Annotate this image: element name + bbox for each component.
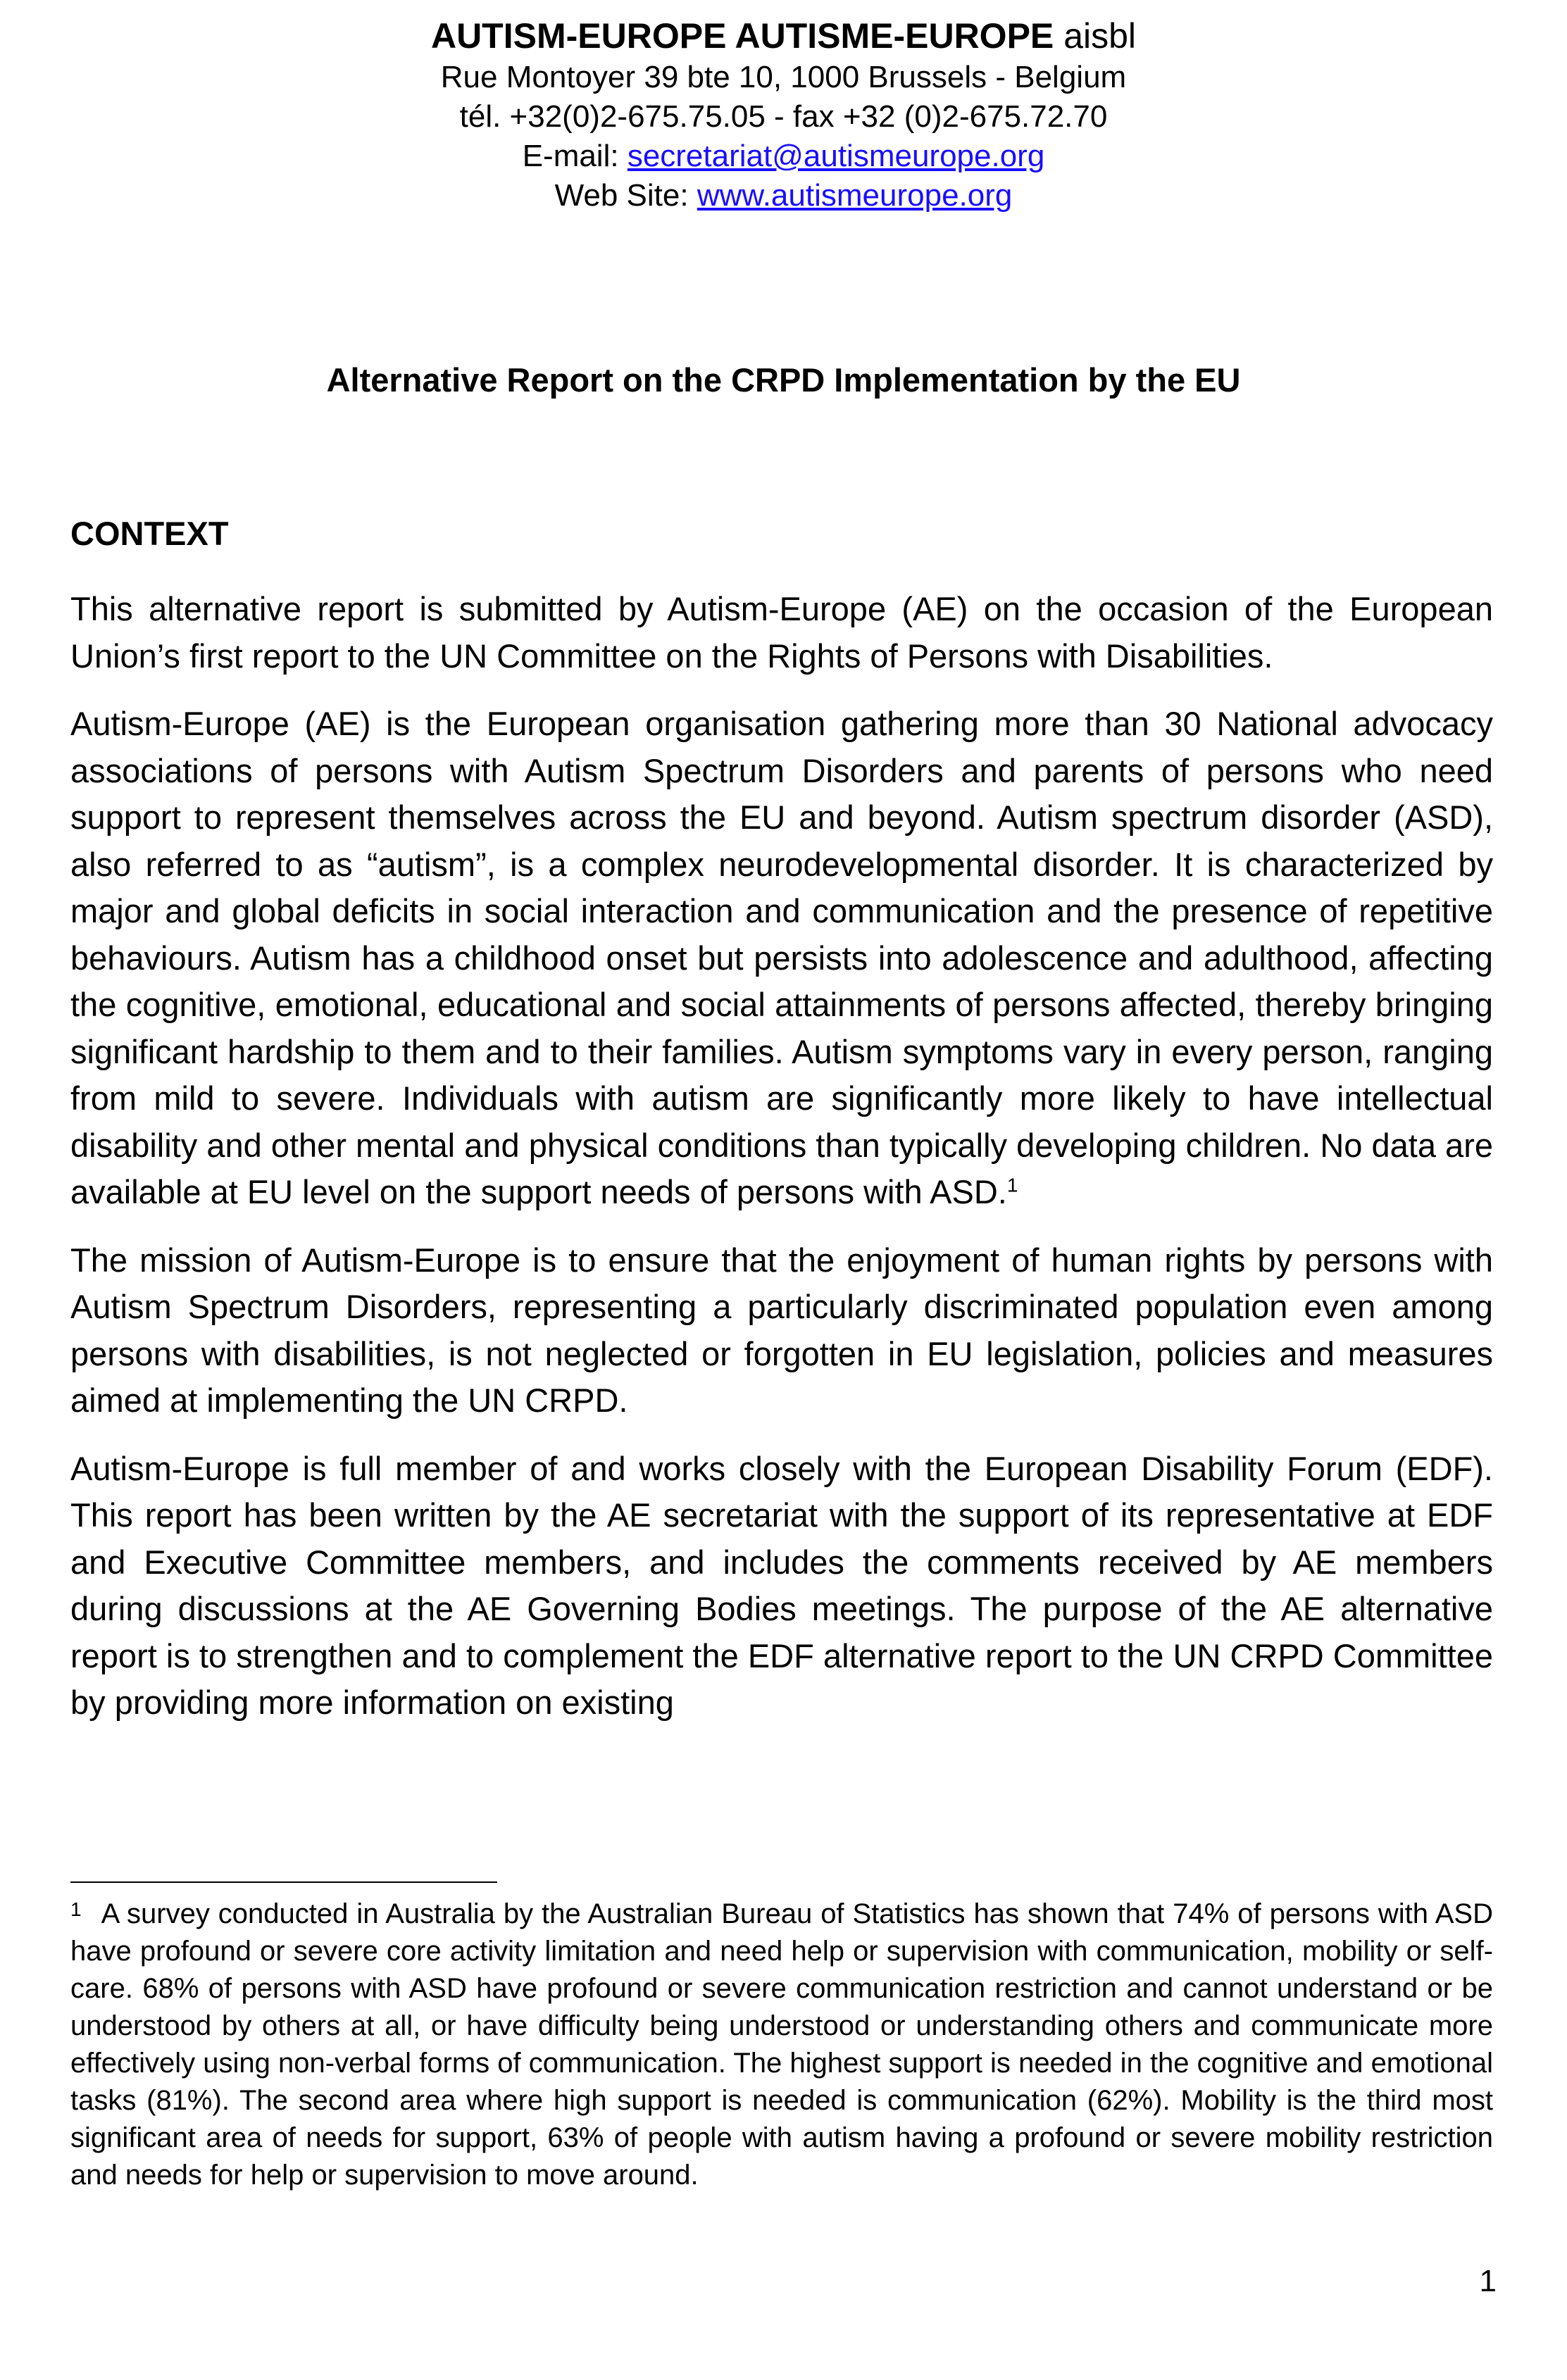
footnote-separator xyxy=(70,1881,497,1883)
paragraph-intro: This alternative report is submitted by Autism-Europe (AE) on the occasion of the European Union’s first report to the UN Committee on the Rights of Persons with Disabilities. xyxy=(70,590,1493,675)
letterhead xyxy=(0,14,1567,215)
paragraph-about-ae xyxy=(70,701,1493,1216)
organization-suffix: aisbl xyxy=(1063,16,1137,56)
organization-name-bold: AUTISM-EUROPE AUTISME-EUROPE xyxy=(430,16,1054,56)
organization-address: Rue Montoyer 39 bte 10, 1000 Brussels - Belgium xyxy=(440,60,1127,94)
page-number: 1 xyxy=(1479,2264,1497,2298)
organization-name xyxy=(0,14,1567,58)
paragraph-edf-membership: Autism-Europe is full member of and works closely with the European Disability Forum (EDF). This report has been written by the AE secretariat with the support of its representative at EDF and Executive Committee members, and includes the comments received by AE members during discussions at the AE Governing Bodies meetings. The purpose of the AE alternative report is to strengthen and to complement the EDF alternative report to the UN CRPD Committee by providing more information on existing xyxy=(70,1449,1493,1721)
document-title: Alternative Report on the CRPD Implementation by the EU xyxy=(326,361,1241,399)
paragraph-about-ae-text: Autism-Europe (AE) is the European organisation gathering more than 30 National advocacy associations of persons with Autism Spectrum Disorders and parents of persons who need support to represent themselves across the EU and beyond. Autism spectrum disorder (ASD), also referred to as “autism”, is a complex neurodevelopmental disorder. It is characterized by major and global deficits in social interaction and communication and the presence of repetitive behaviours. Autism has a childhood onset but persists into adolescence and adulthood, affecting the cognitive, emotional, educational and social attainments of persons affected, thereby bringing significant hardship to them and to their families. Autism symptoms vary in every person, ranging from mild to severe. Individuals with autism are significantly more likely to have intellectual disability and other mental and physical conditions than typically developing children. No data are available at EU level on the support needs of persons with ASD. xyxy=(70,705,1493,1210)
footnote xyxy=(70,1896,1493,2194)
website-link[interactable]: www.autismeurope.org xyxy=(697,178,1013,213)
organization-website-line xyxy=(0,176,1567,215)
organization-phone-fax: tél. +32(0)2-675.75.05 - fax +32 (0)2-675.72.70 xyxy=(459,99,1108,134)
footnote-reference[interactable]: 1 xyxy=(1006,1174,1018,1196)
organization-email-line xyxy=(0,137,1567,176)
email-label: E-mail: xyxy=(522,139,628,173)
email-link[interactable]: secretariat@autismeurope.org xyxy=(627,139,1045,173)
paragraph-mission: The mission of Autism-Europe is to ensure that the enjoyment of human rights by persons with Autism Spectrum Disorders, representing a particularly discriminated population even among persons with disabilities, is not neglected or forgotten in EU legislation, policies and measures aimed at implementing the UN CRPD. xyxy=(70,1241,1493,1419)
section-heading-context: CONTEXT xyxy=(70,515,229,552)
footnote-number: 1 xyxy=(70,1898,82,1920)
website-label: Web Site: xyxy=(554,178,697,213)
body-text xyxy=(70,586,1493,1748)
footnote-text: A survey conducted in Australia by the Australian Bureau of Statistics has shown that 74% of persons with ASD have profound or severe core activity limitation and need help or supervision with communication, mobility or self-care. 68% of persons with ASD have profound or severe communication restriction and cannot understand or be understood by others at all, or have difficulty being understood or understanding others and communicate more effectively using non-verbal forms of communication. The highest support is needed in the cognitive and emotional tasks (81%). The second area where high support is needed is communication (62%). Mobility is the third most significant area of needs for support, 63% of people with autism having a profound or severe mobility restriction and needs for help or supervision to move around. xyxy=(70,1898,1493,2191)
